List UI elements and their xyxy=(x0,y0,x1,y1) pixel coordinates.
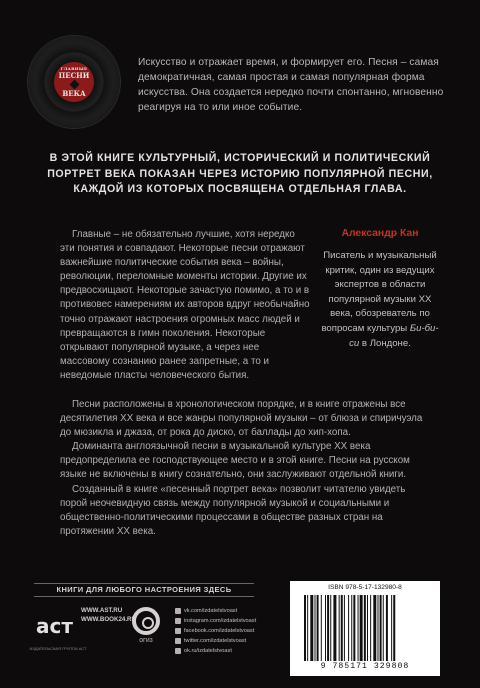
ast-logo: аст xyxy=(36,614,73,638)
logo-line-3: ВЕКА xyxy=(62,89,86,98)
body-paragraph: Созданный в книге «песенный портрет века» позволит читателю увидеть порой неочевидную связь между популярной музыкой и социальными и общественно-политическими процессами в обществе разных стран на протяжении XX века. xyxy=(60,483,406,537)
ok-icon xyxy=(175,648,181,654)
social-link-text: ok.ru/izdatelstvoast xyxy=(184,648,232,654)
social-link-vk[interactable] xyxy=(175,606,256,616)
headline: В ЭТОЙ КНИГЕ КУЛЬТУРНЫЙ, ИСТОРИЧЕСКИЙ И ПОЛИТИЧЕСКИЙ ПОРТРЕТ ВЕКА ПОКАЗАН ЧЕРЕЗ ИСТОРИЮ ПОПУЛЯРНОЙ ПЕСНИ, КАЖДОЙ ИЗ КОТОРЫХ ПОСВЯЩЕНА ОТДЕЛЬНАЯ ГЛАВА. xyxy=(47,152,433,195)
social-link-text: instagram.com/izdatelstvoast xyxy=(184,618,257,624)
author-bio-emphasis: Би-би-си xyxy=(349,322,439,349)
diamond-icon xyxy=(69,80,79,90)
logo-line-2: ПЕСНИ xyxy=(58,71,90,80)
barcode-bar xyxy=(307,595,308,661)
url-link[interactable]: WWW.AST.RU xyxy=(81,607,123,614)
social-link-twitter[interactable] xyxy=(175,636,256,646)
body-paragraph: Главные – не обязательно лучшие, хотя нередко эти понятия и совпадают. Некоторые песни отражают важнейшие политические события века – войны, революции, переломные моменты истории. Другие их предвосхищают. Некоторые зачастую помимо, а то и в противовес намерениям их авторов вдруг необычайно точно отражают настроения огромных масс людей и превращаются в гимн поколения. Некоторые открывают популярной музыке, а через нее массовому сознанию ранее запретные, а то и неведомые пласты человеческого бытия. xyxy=(60,229,310,381)
barcode-bar xyxy=(364,595,366,661)
barcode-bar xyxy=(315,595,316,661)
barcode-bar xyxy=(383,595,384,661)
barcode-bar xyxy=(393,595,395,661)
barcode-bar xyxy=(327,595,329,661)
instagram-icon xyxy=(175,618,181,624)
body-text-narrow xyxy=(60,228,310,383)
barcode-bar xyxy=(341,595,343,661)
social-link-ok[interactable] xyxy=(175,646,256,656)
barcode-bar xyxy=(380,595,382,661)
url-link[interactable]: WWW.BOOK24.RU xyxy=(81,616,136,623)
body-paragraph: Песни расположены в хронологическом порядке, и в книге отражены все десятилетия XX века и все жанры популярной музыки – от блюза и спиричуэла до мюзикла и джаза, от рока до диско, от баллады до хип-хопа. xyxy=(60,399,423,439)
publisher-urls xyxy=(81,606,136,624)
author-bio xyxy=(320,249,440,351)
barcode-bar xyxy=(339,595,340,661)
barcode-bar xyxy=(358,595,359,661)
author-name: Александр Кан xyxy=(341,228,419,239)
body-text-wide xyxy=(60,398,425,539)
record-label xyxy=(54,62,94,102)
barcode-bar xyxy=(391,595,392,661)
barcode-bar xyxy=(386,595,388,661)
vinyl-record-logo xyxy=(28,36,120,128)
ast-caption: ИЗДАТЕЛЬСКАЯ ГРУППА АСТ xyxy=(29,646,87,651)
barcode-bar xyxy=(378,595,379,661)
barcode-bar xyxy=(373,595,376,661)
barcode-bar xyxy=(325,595,326,661)
logo-line-1: ГЛАВНЫЕ xyxy=(60,66,88,71)
social-links xyxy=(175,606,256,656)
facebook-icon xyxy=(175,628,181,634)
barcode-bar xyxy=(370,595,371,661)
social-link-text: twitter.com/izdatelstvoast xyxy=(184,638,247,644)
ogiz-caption: ОГИЗ xyxy=(139,638,153,644)
ogiz-logo-icon xyxy=(132,607,160,635)
barcode-bar xyxy=(330,595,331,661)
barcode-bar xyxy=(333,595,336,661)
barcode-bar xyxy=(348,595,349,661)
twitter-icon xyxy=(175,638,181,644)
barcode-bar xyxy=(317,595,319,661)
footer-tagline: КНИГИ ДЛЯ ЛЮБОГО НАСТРОЕНИЯ ЗДЕСЬ xyxy=(34,583,254,597)
intro-paragraph: Искусство и отражает время, и формирует его. Песня – самая демократичная, самая простая и самая популярная форма искусства. Она создается нередко почти спонтанно, мгновенно реагируя на то или иное событие. xyxy=(138,57,444,113)
social-link-text: facebook.com/izdatelstvoast xyxy=(184,628,255,634)
author-bio-text-end: в Лондоне. xyxy=(359,337,411,349)
social-link-text: vk.com/izdatelstvoast xyxy=(184,608,238,614)
barcode-box xyxy=(290,581,440,676)
social-link-facebook[interactable] xyxy=(175,626,256,636)
social-link-instagram[interactable] xyxy=(175,616,256,626)
barcode-bar xyxy=(360,595,363,661)
body-paragraph: Доминанта англоязычной песни в музыкальной культуре XX века предопределила ее господствующее место и в этой книге. Песни на русском языке не включены в книгу сознательно, они заслуживают отдельной книги. xyxy=(60,441,410,481)
barcode-bar xyxy=(310,595,313,661)
barcode-bar xyxy=(351,595,352,661)
barcode-bar xyxy=(344,595,345,661)
isbn-text: ISBN 978-5-17-132980-8 xyxy=(328,584,402,591)
vk-icon xyxy=(175,608,181,614)
author-bio-text: Писатель и музыкальный критик, один из ведущих экспертов в области популярной музыки XX века, обозреватель по вопросам культуры xyxy=(321,250,437,334)
barcode-bar xyxy=(321,595,322,661)
barcode xyxy=(304,595,428,661)
barcode-bar xyxy=(304,595,306,661)
barcode-bar xyxy=(367,595,368,661)
barcode-number: 9 785171 329808 xyxy=(320,662,410,671)
barcode-bar xyxy=(353,595,355,661)
